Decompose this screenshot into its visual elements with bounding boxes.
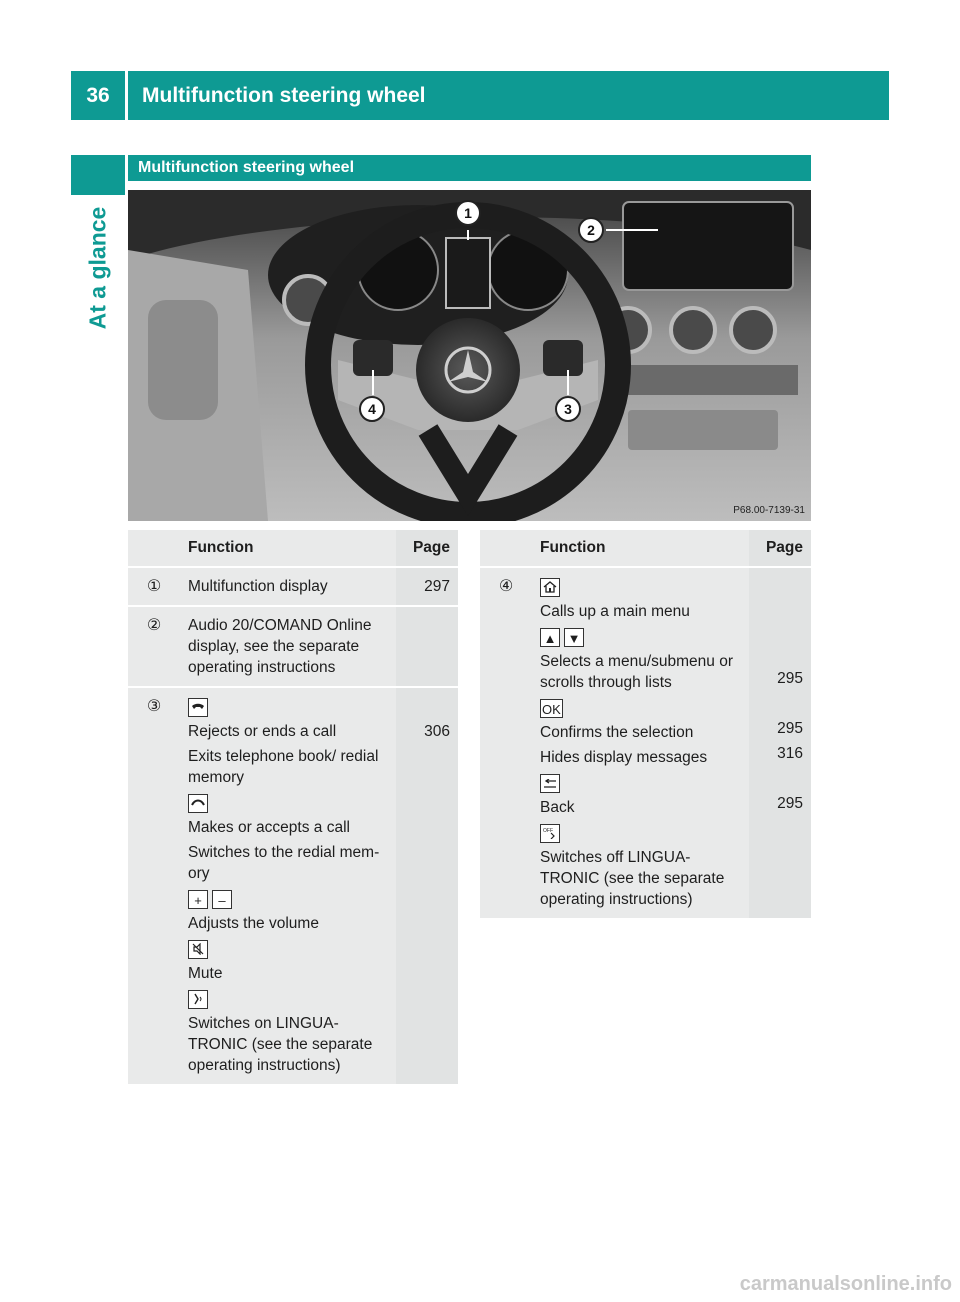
row-function: Multifunction display bbox=[180, 567, 396, 606]
confirms-page: 295 bbox=[777, 720, 803, 737]
main-menu-text: Calls up a main menu bbox=[540, 603, 690, 620]
page-header-title: Multifunction steering wheel bbox=[128, 71, 889, 120]
callout-4: 4 bbox=[359, 396, 385, 422]
side-tab-marker bbox=[71, 155, 125, 195]
selects-text: Selects a menu/submenu or scrolls through lists bbox=[540, 653, 733, 691]
row-page bbox=[396, 687, 458, 1085]
page-header: Page bbox=[749, 530, 811, 567]
function-table-right bbox=[480, 530, 811, 920]
svg-text:OFF: OFF bbox=[543, 828, 553, 834]
function-header: Function bbox=[180, 530, 396, 567]
back-icon bbox=[540, 774, 560, 793]
function-table-left bbox=[128, 530, 458, 1086]
exit-text: Exits telephone book/ redial memory bbox=[188, 748, 379, 786]
back-page: 295 bbox=[777, 795, 803, 812]
table-row bbox=[128, 606, 458, 687]
callout-1: 1 bbox=[455, 200, 481, 226]
back-text: Back bbox=[540, 799, 575, 816]
lingua-on-text: Switches on LINGUA- TRONIC (see the separate operating instructions) bbox=[188, 1015, 373, 1074]
row-function bbox=[532, 567, 749, 919]
home-icon bbox=[540, 578, 560, 597]
voice-control-icon bbox=[188, 990, 208, 1009]
ok-button-icon: OK bbox=[540, 699, 563, 718]
reject-text: Rejects or ends a call bbox=[188, 723, 337, 740]
row-number: ④ bbox=[480, 567, 532, 919]
table-row bbox=[128, 567, 458, 606]
hides-page: 316 bbox=[777, 745, 803, 762]
hides-text: Hides display messages bbox=[540, 749, 708, 766]
end-call-icon bbox=[188, 698, 208, 717]
selects-page: 295 bbox=[777, 670, 803, 687]
switch-redial-text: Switches to the redial mem- ory bbox=[188, 844, 380, 882]
page-number: 36 bbox=[71, 71, 125, 120]
down-button-icon: ▼ bbox=[564, 628, 584, 647]
cockpit-illustration bbox=[128, 190, 811, 521]
row-function bbox=[180, 687, 396, 1085]
mute-icon bbox=[188, 940, 208, 959]
lingua-off-text: Switches off LINGUA- TRONIC (see the separate operating instructions) bbox=[540, 849, 725, 908]
num-header bbox=[480, 530, 532, 567]
row-page bbox=[749, 567, 811, 919]
mute-text: Mute bbox=[188, 965, 223, 982]
page-header: Page bbox=[396, 530, 458, 567]
confirms-text: Confirms the selection bbox=[540, 724, 694, 741]
image-code: P68.00-7139-31 bbox=[733, 505, 805, 516]
callout-2: 2 bbox=[578, 217, 604, 243]
footer-watermark: carmanualsonline.info bbox=[739, 1273, 952, 1295]
volume-text: Adjusts the volume bbox=[188, 915, 319, 932]
row-page bbox=[396, 606, 458, 687]
side-tab-label: At a glance bbox=[84, 206, 111, 330]
accept-text: Makes or accepts a call bbox=[188, 819, 350, 836]
accept-call-icon bbox=[188, 794, 208, 813]
row-number: ③ bbox=[128, 687, 180, 1085]
callout-3: 3 bbox=[555, 396, 581, 422]
reject-page: 306 bbox=[424, 723, 450, 740]
table-header-row bbox=[128, 530, 458, 567]
row-page: 297 bbox=[396, 567, 458, 606]
num-header bbox=[128, 530, 180, 567]
voice-off-icon bbox=[540, 824, 560, 843]
row-number: ① bbox=[128, 567, 180, 606]
up-button-icon: ▲ bbox=[540, 628, 560, 647]
volume-down-icon: – bbox=[212, 890, 232, 909]
steering-wheel-photo bbox=[128, 190, 811, 521]
table-row bbox=[128, 687, 458, 1085]
row-number: ② bbox=[128, 606, 180, 687]
volume-up-icon: + bbox=[188, 890, 208, 909]
table-header-row bbox=[480, 530, 811, 567]
table-row bbox=[480, 567, 811, 919]
function-header: Function bbox=[532, 530, 749, 567]
row-function: Audio 20/COMAND Online display, see the separate operating instructions bbox=[180, 606, 396, 687]
section-title: Multifunction steering wheel bbox=[128, 155, 811, 181]
